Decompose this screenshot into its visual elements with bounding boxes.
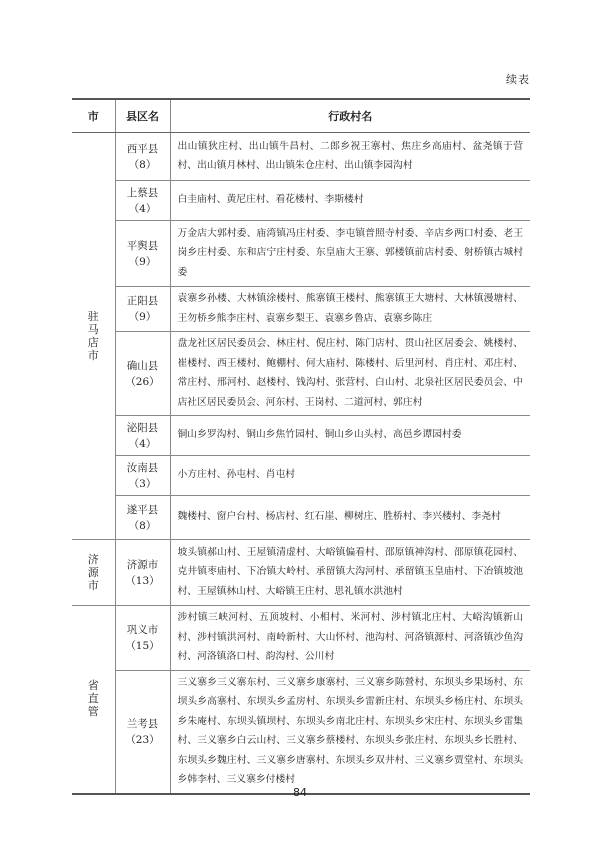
table-row — [72, 221, 530, 287]
county-name: 巩义市 — [126, 623, 159, 636]
village-count: （4） — [128, 437, 157, 450]
city-cell — [72, 606, 115, 794]
page-number: 84 — [293, 786, 307, 799]
table-row — [72, 606, 530, 671]
village-count: （9） — [128, 255, 157, 268]
county-name: 汝南县 — [126, 461, 159, 474]
villages-cell: 涉村镇三峡河村、五顶坡村、小相村、米河村、涉村镇北庄村、大峪沟镇新山村、涉村镇洪河村、南岭新村、大山怀村、池沟村、河洛镇源村、河洛镇沙鱼沟村、河洛镇洛口村、韵沟村、公川村 — [170, 606, 530, 671]
table-row — [72, 456, 530, 496]
table-row — [72, 181, 530, 221]
county-name: 平舆县 — [126, 239, 159, 252]
village-count: （15） — [125, 639, 160, 652]
county-name: 泌阳县 — [126, 421, 159, 434]
table-row — [72, 133, 530, 181]
city-name: 济源市 — [87, 552, 99, 592]
header-villages: 行政村名 — [170, 99, 530, 133]
village-count: （4） — [128, 202, 157, 215]
county-cell — [115, 221, 170, 287]
county-name: 遂平县 — [126, 503, 159, 516]
county-name: 正阳县 — [126, 295, 159, 307]
county-cell — [115, 496, 170, 540]
city-cell — [72, 133, 115, 540]
village-count: （8） — [128, 158, 157, 171]
table-row — [72, 416, 530, 456]
villages-cell: 万金店大郭村委、庙湾镇冯庄村委、李屯镇普照寺村委、辛店乡两口村委、老王岗乡庄村委、东和店宁庄村委、东皇庙大王寨、郭楼镇前店村委、射桥镇古城村委 — [170, 221, 530, 287]
city-name: 省直管 — [87, 679, 99, 719]
county-cell — [115, 606, 170, 671]
table-row — [72, 332, 530, 416]
villages-cell: 出山镇狄庄村、出山镇牛昌村、二郎乡祝王寨村、焦庄乡高庙村、盆尧镇于营村、出山镇月林村、出山镇朱仓庄村、出山镇李园沟村 — [170, 133, 530, 181]
village-count: （8） — [128, 519, 157, 532]
village-count: （9） — [128, 311, 157, 323]
county-name: 西平县 — [126, 142, 159, 155]
villages-cell: 盘龙社区居民委员会、林庄村、倪庄村、陈门店村、贯山社区居委会、姚楼村、崔楼村、西王楼村、鲍棚村、何大庙村、陈楼村、后里河村、肖庄村、邓庄村、常庄村、邢河村、赵楼村、钱沟村、张营村、白山村、北泉社区居民委员会、中店社区居民委员会、河东村、王岗村、二道河村、郭庄村 — [170, 332, 530, 416]
village-table — [72, 98, 530, 795]
villages-cell: 袁寨乡孙楼、大林镇涂楼村、熊寨镇王楼村、熊寨镇王大塘村、大林镇漫塘村、王勿桥乡熊李庄村、袁寨乡梨王、袁寨乡鲁店、袁寨乡陈庄 — [170, 287, 530, 332]
table-row — [72, 540, 530, 606]
county-cell — [115, 287, 170, 332]
villages-cell: 魏楼村、窗户台村、杨店村、红石崖、柳树庄、胜桥村、李兴楼村、李尧村 — [170, 496, 530, 540]
city-cell — [72, 540, 115, 606]
table-row — [72, 670, 530, 794]
table-header-row — [72, 99, 530, 133]
table-row — [72, 287, 530, 332]
county-name: 上蔡县 — [126, 186, 159, 199]
county-cell — [115, 332, 170, 416]
county-cell — [115, 416, 170, 456]
villages-cell: 铜山乡罗沟村、铜山乡焦竹园村、铜山乡山头村、高邑乡谭园村委 — [170, 416, 530, 456]
villages-cell: 三义寨乡三义寨东村、三义寨乡康寨村、三义寨乡陈營村、东坝头乡果场村、东坝头乡高寨村、东坝头乡孟房村、东坝头乡雷新庄村、东坝头乡杨庄村、东坝头乡朱庵村、东坝头镇坝村、东坝头乡南北庄村、东坝头乡宋庄村、东坝头乡雷集村、三义寨乡白云山村、三义寨乡蔡楼村、东坝头乡张庄村、东坝头乡长胜村、东坝头乡魏庄村、三义寨乡唐寨村、东坝头乡双井村、三义寨乡贾堂村、东坝头乡韩李村、三义寨乡付楼村 — [170, 670, 530, 794]
county-cell — [115, 540, 170, 606]
table-row — [72, 496, 530, 540]
villages-cell: 小方庄村、孙屯村、肖屯村 — [170, 456, 530, 496]
header-county: 县区名 — [115, 99, 170, 133]
county-cell — [115, 181, 170, 221]
village-count: （23） — [125, 733, 160, 746]
county-name: 确山县 — [126, 359, 159, 372]
village-count: （26） — [125, 375, 160, 388]
city-name: 驻马店市 — [87, 309, 99, 362]
villages-cell: 坡头镇郝山村、王屋镇清虚村、大峪镇偏看村、邵原镇神沟村、邵原镇花园村、克井镇枣庙村、下冶镇大岭村、承留镇大沟河村、承留镇玉皇庙村、下冶镇坡池村、王屋镇林山村、大峪镇王庄村、思礼镇水洪池村 — [170, 540, 530, 606]
header-city: 市 — [72, 99, 115, 133]
village-count: （3） — [128, 477, 157, 490]
continued-label: 续表 — [506, 73, 530, 86]
county-name: 济源市 — [126, 558, 159, 571]
county-cell — [115, 670, 170, 794]
county-cell — [115, 456, 170, 496]
villages-cell: 白圭庙村、黄尼庄村、看花楼村、李斯楼村 — [170, 181, 530, 221]
county-cell — [115, 133, 170, 181]
village-count: （13） — [125, 574, 160, 587]
county-name: 兰考县 — [126, 717, 159, 730]
